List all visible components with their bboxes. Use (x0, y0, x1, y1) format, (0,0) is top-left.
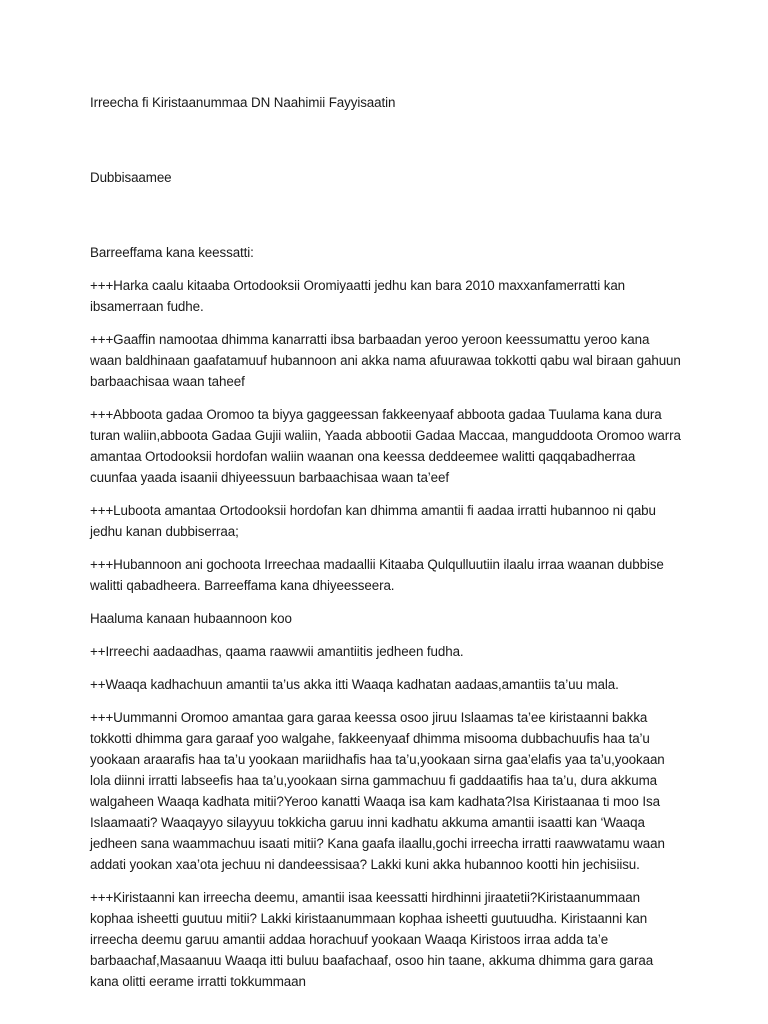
paragraph: Haaluma kanaan hubaannoon koo (90, 611, 292, 626)
paragraph: +++Uummanni Oromoo amantaa gara garaa keessa osoo jiruu Islaamas ta’ee kiristaanni bakka tokkotti dhimma gara garaaf yoo walgahe, fakkeenyaaf dhimma misooma dubbachuufis haa ta’u yookaan araarafis haa ta’u yookaan mariidhafis haa ta’u,yookaan sirna gaa’elafis yaa ta’u,yookaan lola diinni irratti labseefis haa ta’u,yookaan sirna gammachuu fi gaddaatifis haa ta’u, dura akkuma walgaheen Waaqa kadhata mitii?Yeroo kanatti Waaqa isa kam kadhata?Isa Kiristaanaa ti moo Isa Islaamaati? Waaqayyo silayyuu tokkicha garuu inni kadhatu akkuma amantii isaatti kan ‘Waaqa jedheen sana waammachuu isaati mitii? Kana gaafa ilaallu,gochi irreecha irratti raawwatamu waan addati yookan xaa’ota jechuu ni dandeessisaa? Lakki kuni akka hubannoo kootti hin jechisiisu. (90, 710, 665, 872)
paragraph: +++Hubannoon ani gochoota Irreechaa madaallii Kitaaba Qulqulluutiin ilaalu irraa waanan dubbise walitti qabadheera. Barreeffama kana dhiyeesseera. (90, 557, 664, 593)
paragraph: +++Kiristaanni kan irreecha deemu, amantii isaa keessatti hirdhinni jiraatetii?Kiristaanummaan kophaa isheetti guutuu mitii? Lakki kiristaanummaan kophaa isheetti guutuudha. Kiristaanni kan irreecha deemu garuu amantii addaa horachuuf yookaan Waaqa Kiristoos irraa adda ta’e barbaachaf,Masaanuu Waaqa itti buluu baafachaaf, osoo hin taane, akkuma dhimma gara garaa kana olitti eerame irratti tokkummaan (90, 890, 654, 989)
document-title: Irreecha fi Kiristaanummaa DN Naahimii Fayyisaatin (90, 95, 396, 110)
document-subtitle: Dubbisaamee (90, 170, 172, 185)
paragraph: +++Abboota gadaa Oromoo ta biyya gaggeessan fakkeenyaaf abboota gadaa Tuulama kana dura turan waliin,abboota Gadaa Gujii waliin, Yaada abbootii Gadaa Maccaa, manguddoota Oromoo warra amantaa Ortodooksii hordofan waliin waanan ona keessa deddeemee walitti qaqqabadherraa cuunfaa yaada isaanii dhiyeessuun barbaachisaa waan ta’eef (90, 407, 681, 485)
paragraph: +++Luboota amantaa Ortodooksii hordofan kan dhimma amantii fi aadaa irratti hubannoo ni qabu jedhu kanan dubbiserraa; (90, 503, 656, 539)
paragraph: +++Harka caalu kitaaba Ortodooksii Oromiyaatti jedhu kan bara 2010 maxxanfamerratti kan ibsamerraan fudhe. (90, 278, 626, 314)
paragraph: +++Gaaffin namootaa dhimma kanarratti ibsa barbaadan yeroo yeroon keessumattu yeroo kana waan baldhinaan gaafatamuuf hubannoon ani akka nama afuurawaa tokkotti qabu wal biraan gahuun barbaachisaa waan taheef (90, 332, 681, 389)
paragraph-intro: Barreeffama kana keessatti: (90, 245, 254, 260)
paragraph: ++Waaqa kadhachuun amantii ta’us akka itti Waaqa kadhatan aadaas,amantiis ta’uu mala. (90, 677, 619, 692)
document-body (90, 92, 682, 1004)
paragraph: ++Irreechi aadaadhas, qaama raawwii amantiitis jedheen fudha. (90, 644, 464, 659)
